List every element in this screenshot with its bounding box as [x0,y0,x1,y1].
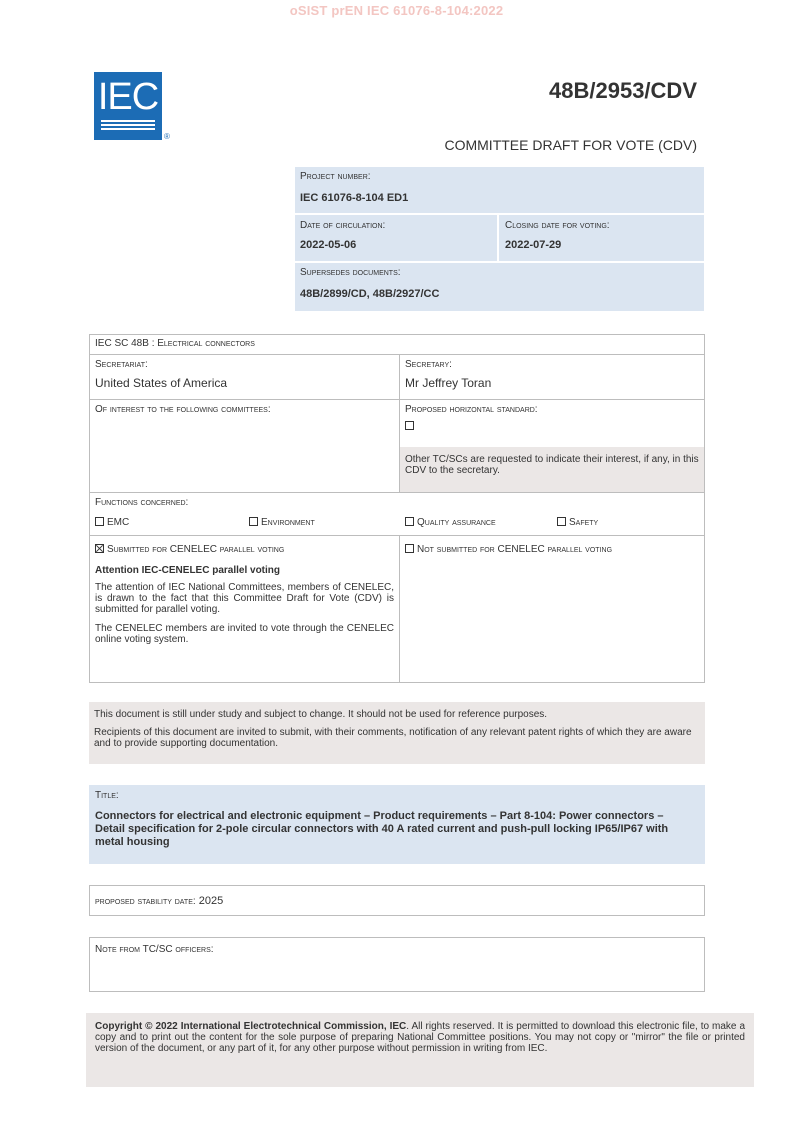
secretary-value: Mr Jeffrey Toran [405,376,492,390]
emc-label: EMC [107,517,130,528]
document-number: 48B/2953/CDV [549,78,697,103]
logo-text: IEC [97,76,159,118]
stability-label: proposed stability date: [95,896,196,907]
functions-label: Functions concerned: [95,497,189,508]
horizontal-note-cell [399,447,704,492]
title-box [89,785,705,864]
supersedes-box [295,263,704,311]
document-type: COMMITTEE DRAFT FOR VOTE (CDV) [444,137,697,153]
not-submitted-label: Not submitted for CENELEC parallel voting [417,544,613,555]
copyright-body: . All rights reserved. It is permitted to download this electronic file, to make a copy and to print out the content for the sole purpose of preparing National Committee positions. You may not copy or "mirror" the file or printed version of the document, or any part of it, for any other purpose without permission in writing from IEC. [95,1021,746,1054]
secretary-label: Secretary: [405,359,452,370]
stability-box [89,885,705,916]
quality-label: Quality assurance [417,517,496,528]
notice-box [89,702,705,764]
safety-checkbox[interactable] [557,517,566,526]
iec-logo [94,72,162,140]
secretariat-cell [90,354,399,399]
submitted-label: Submitted for CENELEC parallel voting [107,544,285,555]
committee-table [89,334,705,683]
environment-label: Environment [261,517,315,528]
supersedes-label: Supersedes documents: [300,267,401,278]
copyright-text [95,1021,745,1054]
submitted-cell [90,535,399,682]
safety-label: Safety [569,517,599,528]
secretariat-label: Secretariat: [95,359,148,370]
attention-paragraph-1: The attention of IEC National Committees, members of CENELEC, is drawn to the fact that this Committee Draft for Vote (CDV) is submitted for parallel voting. [95,582,394,615]
horizontal-label: Proposed horizontal standard: [405,404,538,415]
attention-title: Attention IEC-CENELEC parallel voting [95,565,281,576]
horizontal-cell [399,399,704,447]
interest-cell [90,399,399,492]
circulation-label: Date of circulation: [300,220,386,231]
function-quality[interactable] [405,517,496,528]
copyright-box [86,1013,754,1087]
circulation-box [295,215,497,261]
project-number-box [295,167,704,213]
closing-date: 2022-07-29 [505,239,562,251]
submitted-checkbox[interactable] [95,544,104,553]
function-environment[interactable] [249,517,315,528]
not-submitted-cell [399,535,704,682]
notice-paragraph-1: This document is still under study and subject to change. It should not be used for reference purposes. [94,709,548,720]
watermark: oSIST prEN IEC 61076-8-104:2022 [289,3,504,18]
closing-label: Closing date for voting: [505,220,610,231]
function-emc[interactable] [95,517,129,528]
interest-label: Of interest to the following committees: [95,404,271,415]
copyright-bold: Copyright © 2022 International Electrotechnical Commission, IEC [95,1021,407,1032]
horizontal-note: Other TC/SCs are requested to indicate their interest, if any, in this CDV to the secretary. [405,454,699,476]
title-label: Title: [95,790,119,801]
circulation-date: 2022-05-06 [300,239,357,251]
project-number-label: Project number: [300,171,371,182]
logo-lines [101,120,155,132]
secretariat-value: United States of America [95,376,228,390]
project-number: IEC 61076-8-104 ED1 [300,192,409,204]
note-label: Note from TC/SC officers: [95,944,214,955]
emc-checkbox[interactable] [95,517,104,526]
supersedes-documents: 48B/2899/CD, 48B/2927/CC [300,288,440,300]
closing-box [499,215,704,261]
registered-mark: ® [164,132,170,141]
attention-paragraph-2: The CENELEC members are invited to vote through the CENELEC online voting system. [95,623,394,645]
secretary-cell [399,354,704,399]
committee-title: IEC SC 48B : Electrical connectors [95,338,255,349]
stability-value: 2025 [198,895,224,907]
environment-checkbox[interactable] [249,517,258,526]
functions-cell [90,492,704,535]
submitted-option[interactable] [95,544,394,555]
not-submitted-option[interactable] [405,544,699,555]
notice-paragraph-2: Recipients of this document are invited to submit, with their comments, notification of any relevant patent rights of which they are aware and to provide supporting documentation. [94,727,692,749]
not-submitted-checkbox[interactable] [405,544,414,553]
quality-checkbox[interactable] [405,517,414,526]
note-box [89,937,705,992]
document-title: Connectors for electrical and electronic equipment – Product requirements – Part 8-104: Power connectors – Detail specification for 2-pole circular connectors with 40 A rated current and push-pull locking IP65/IP67 with metal housing [95,810,669,848]
horizontal-checkbox[interactable] [405,421,414,430]
function-safety[interactable] [557,517,598,528]
